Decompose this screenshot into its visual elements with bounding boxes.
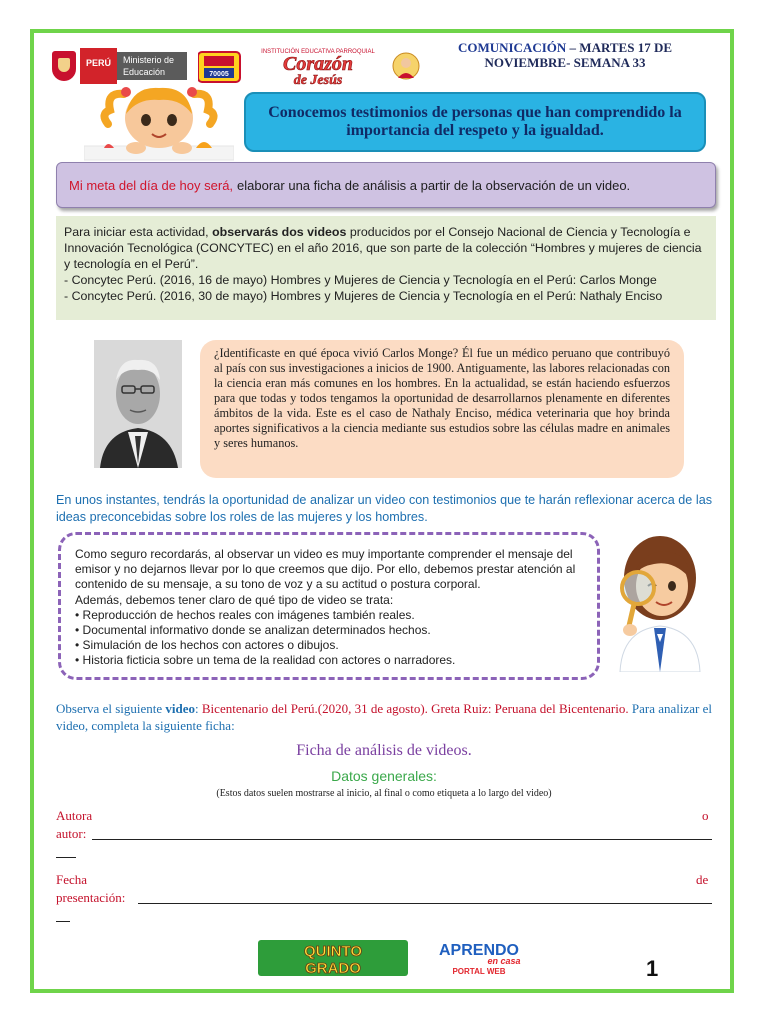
girl-magnifier-illustration xyxy=(600,530,720,672)
en-casa-text: en casa xyxy=(487,956,521,966)
video-types-lead: Además, debemos tener claro de qué tipo de video se trata: xyxy=(75,592,394,607)
date-label-de: de xyxy=(696,872,709,887)
author-label-a: Autora xyxy=(56,808,93,823)
list-item: • Simulación de los hechos con actores o dibujos. xyxy=(75,638,339,653)
author-input-line-continued[interactable] xyxy=(56,857,76,858)
observe-video-label: video xyxy=(165,701,196,716)
observe-text-a: Observa el siguiente xyxy=(56,701,166,716)
school-name-1: Corazón xyxy=(282,53,354,75)
date-input-line[interactable] xyxy=(138,903,712,904)
portal-web-text: PORTAL WEB xyxy=(452,967,506,976)
school-name-2: de Jesús xyxy=(293,73,343,88)
video-types-intro: Como seguro recordarás, al observar un video es muy importante comprender el mensaje del emisor y no dejarnos llevar por lo que creemos que dijo. Por ello, debemos prestar atención al contenido de su mensaje, a su tono de voz y a su actitud o postura corporal. xyxy=(75,547,576,592)
video-reference-1: - Concytec Perú. (2016, 16 de mayo) Hombres y Mujeres de Ciencia y Tecnología en el Perú: Carlos Monge xyxy=(64,273,657,287)
list-item: • Documental informativo donde se analizan determinados hechos. xyxy=(75,623,431,638)
lesson-title-banner: Conocemos testimonios de personas que han comprendido la importancia del respeto y la igualdad. xyxy=(244,92,706,152)
carlos-monge-portrait xyxy=(94,340,182,468)
observe-text-b: : xyxy=(195,701,202,716)
author-label-o: o xyxy=(702,808,709,823)
quinto-grado-logo xyxy=(258,940,408,976)
date-label-a: Fecha xyxy=(56,872,88,887)
intro-text-bold: observarás dos videos xyxy=(212,225,347,239)
school-code: 70005 xyxy=(209,71,229,78)
observe-instructions xyxy=(56,700,712,734)
observe-video-reference: Bicentenario del Perú.(2020, 31 de agosto). Greta Ruiz: Peruana del Bicentenario. xyxy=(201,701,629,716)
daily-goal-box xyxy=(56,162,716,208)
list-item: • Historia ficticia sobre un tema de la realidad con actores o narradores. xyxy=(75,653,456,668)
date-label-b: presentación: xyxy=(56,890,126,905)
intro-box xyxy=(56,216,716,320)
author-input-line[interactable] xyxy=(92,839,712,840)
peru-label: PERÚ xyxy=(80,48,117,84)
video-reference-2: - Concytec Perú. (2016, 30 de mayo) Hombres y Mujeres de Ciencia y Tecnología en el Perú: Nathaly Enciso xyxy=(64,289,663,303)
school-logo xyxy=(198,44,420,88)
video-intro-text: En unos instantes, tendrás la oportunidad de analizar un video con testimonios que te harán reflexionar acerca de las ideas preconcebidas sobre los roles de las mujeres y los hombres. xyxy=(56,493,712,524)
date-week-label: – MARTES 17 DE NOVIEMBRE- SEMANA 33 xyxy=(484,40,673,70)
aprendo-text: APRENDO xyxy=(438,942,520,959)
observe-text-c: Para analizar el video, completa la siguiente ficha: xyxy=(56,701,712,733)
peru-shield-icon xyxy=(52,51,76,81)
date-input-line-continued[interactable] xyxy=(56,921,70,922)
minedu-logo xyxy=(52,48,192,84)
general-data-note: (Estos datos suelen mostrarse al inicio, al final o como etiqueta a lo largo del video) xyxy=(216,788,552,799)
aprendo-en-casa-logo xyxy=(414,940,544,976)
intro-text-b: producidos por el Consejo Nacional de Ciencia y Tecnología e Innovación Tecnológica (CONCYTEC) en el año 2016, que son parte de la colección “Hombres y mujeres de ciencia y tecnología en el Perú”. xyxy=(64,225,702,271)
page-header-title xyxy=(430,40,700,70)
list-item: • Reproducción de hechos reales con imágenes también reales. xyxy=(75,607,415,622)
author-label-b: autor: xyxy=(56,826,87,841)
quinto-text: QUINTO xyxy=(303,943,363,960)
ministry-label: Ministerio de Educación xyxy=(117,52,187,80)
worksheet-title: Ficha de análisis de videos. xyxy=(296,742,472,759)
intro-text-a: Para iniciar esta actividad, xyxy=(64,225,213,239)
subject-label: COMUNICACIÓN xyxy=(457,40,567,55)
grado-text: GRADO xyxy=(305,960,361,976)
daily-goal-text: elaborar una ficha de análisis a partir de la observación de un video. xyxy=(237,177,631,193)
girl-peeking-illustration xyxy=(84,84,234,162)
video-types-box xyxy=(58,532,600,680)
school-arc-text: INSTITUCIÓN EDUCATIVA PARROQUIAL xyxy=(261,49,375,55)
general-data-heading: Datos generales: xyxy=(331,768,437,784)
intro-paragraph xyxy=(64,224,708,272)
daily-goal-lead: Mi meta del día de hoy será, xyxy=(69,177,234,193)
monge-enciso-bubble: ¿Identificaste en qué época vivió Carlos Monge? Él fue un médico peruano que contribuyó al país con sus investigaciones a inicios de 1900. Antiguamente, las labores relacionadas con la ciencia eran más comunes en los hombres. En la actualidad, se están haciendo esfuerzos para que todas y todos tengamos la oportunidad de desarrollarnos plenamente en diferentes ámbitos de la vida. Este es el caso de Nathaly Enciso, médica veterinaria que hoy brinda aportes significativos a la ciencia mediante sus estudios sobre las células madre en animales y seres humanos. xyxy=(200,340,684,478)
page-number: 1 xyxy=(646,956,659,981)
